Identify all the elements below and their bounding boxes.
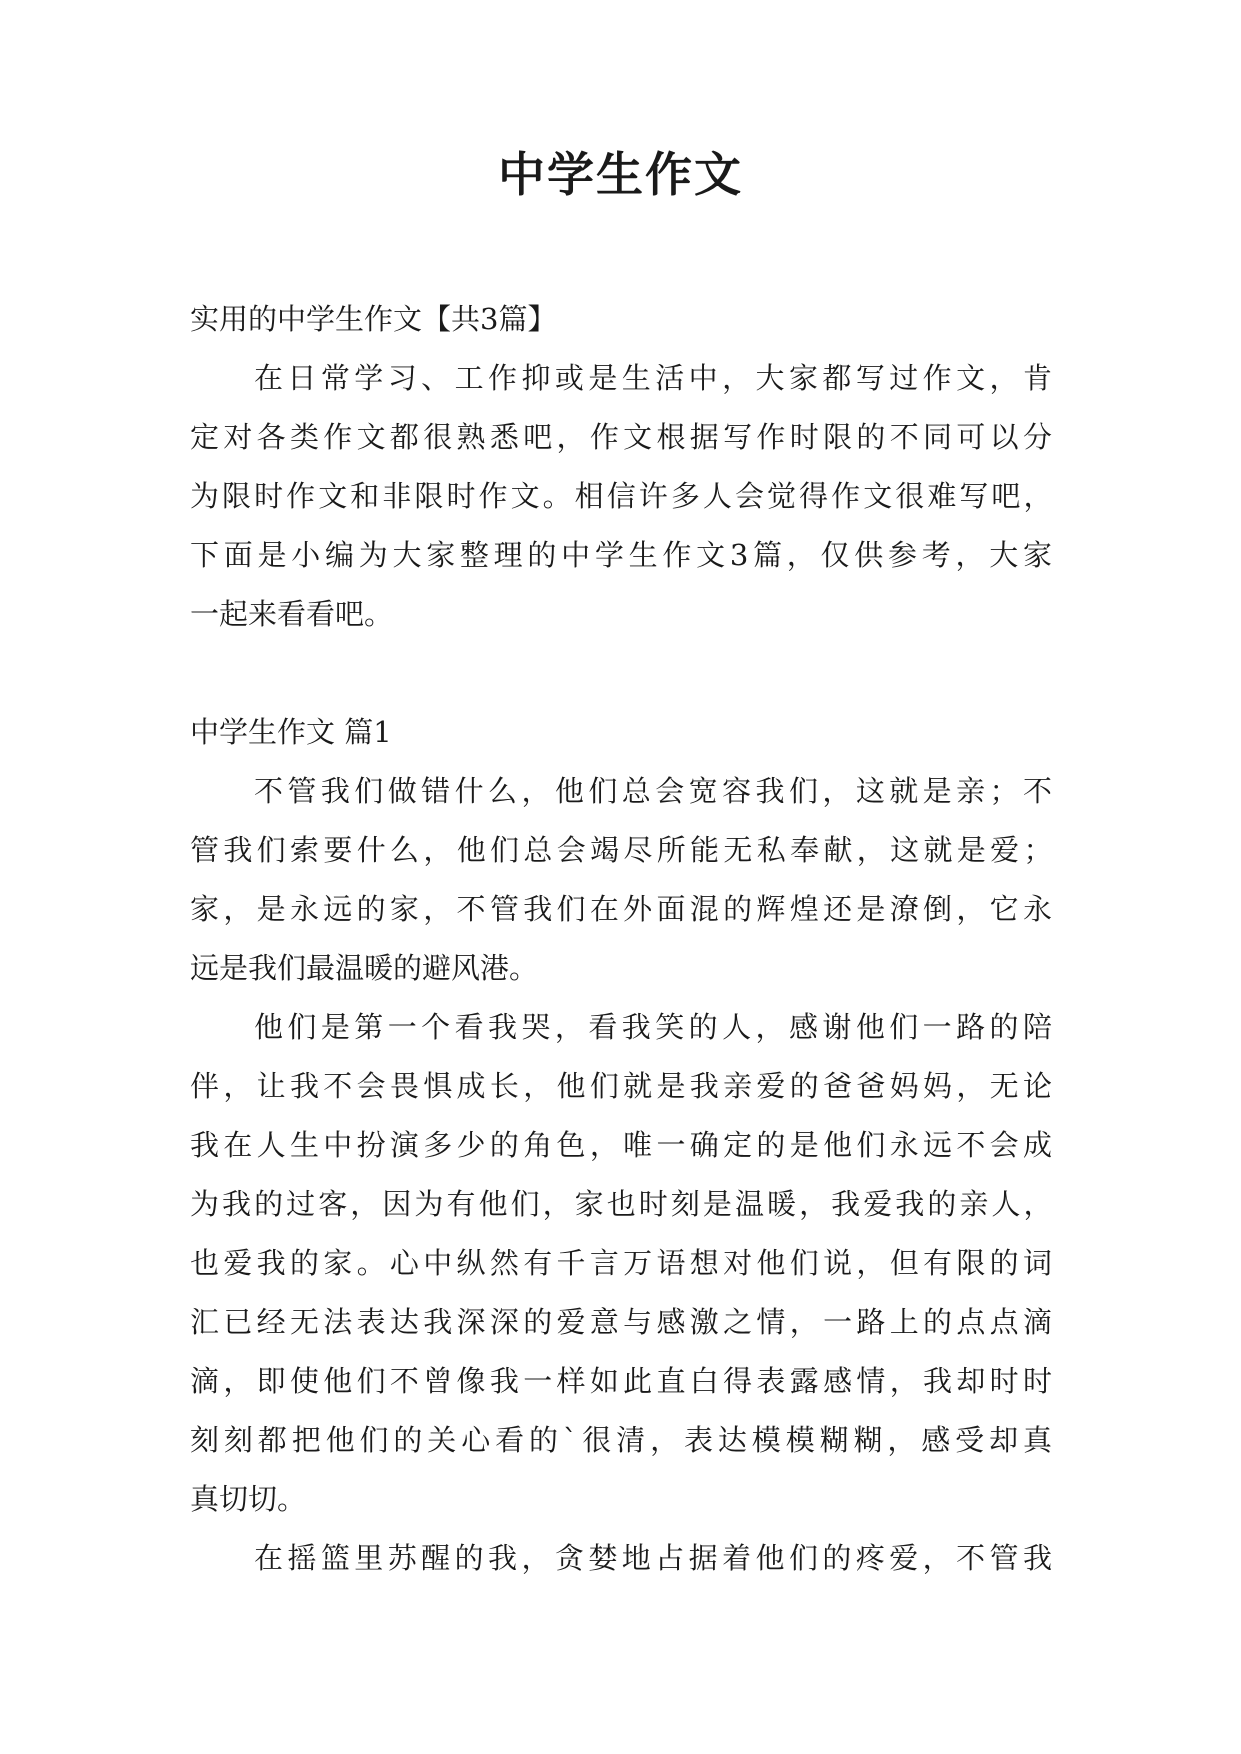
section-spacer — [190, 644, 1052, 703]
paragraph-line: 下面是小编为大家整理的中学生作文3篇，仅供参考，大家 — [190, 538, 1052, 572]
intro-paragraph — [190, 349, 1052, 644]
paragraph-line: 定对各类作文都很熟悉吧，作文根据写作时限的不同可以分 — [190, 420, 1052, 454]
paragraph-2 — [190, 998, 1052, 1529]
paragraph-line: 我在人生中扮演多少的角色，唯一确定的是他们永远不会成 — [190, 1128, 1052, 1162]
document-body — [190, 290, 1052, 1588]
paragraph-line: 也爱我的家。心中纵然有千言万语想对他们说，但有限的词 — [190, 1246, 1052, 1280]
document-title: 中学生作文 — [498, 148, 743, 203]
paragraph-line: 远是我们最温暖的避风港。 — [190, 951, 539, 985]
paragraph-line: 家，是永远的家，不管我们在外面混的辉煌还是潦倒，它永 — [190, 892, 1052, 926]
paragraph-line: 一起来看看吧。 — [190, 597, 394, 631]
paragraph-line: 在日常学习、工作抑或是生活中，大家都写过作文，肯 — [254, 361, 1052, 395]
section-heading: 中学生作文 篇1 — [190, 715, 392, 749]
paragraph-3 — [190, 1529, 1052, 1588]
paragraph-line: 在摇篮里苏醒的我，贪婪地占据着他们的疼爱，不管我 — [254, 1541, 1052, 1575]
paragraph-line: 真切切。 — [190, 1482, 307, 1516]
paragraph-line: 他们是第一个看我哭，看我笑的人，感谢他们一路的陪 — [254, 1010, 1052, 1044]
paragraph-line: 为我的过客，因为有他们，家也时刻是温暖，我爱我的亲人， — [190, 1187, 1052, 1221]
paragraph-line: 汇已经无法表达我深深的爱意与感激之情，一路上的点点滴 — [190, 1305, 1052, 1339]
paragraph-line: 刻刻都把他们的关心看的`很清，表达模模糊糊，感受却真 — [190, 1423, 1052, 1457]
paragraph-line: 不管我们做错什么，他们总会宽容我们，这就是亲；不 — [254, 774, 1052, 808]
paragraph-line: 滴，即使他们不曾像我一样如此直白得表露感情，我却时时 — [190, 1364, 1052, 1398]
paragraph-1 — [190, 762, 1052, 998]
intro-heading: 实用的中学生作文【共3篇】 — [190, 302, 557, 336]
paragraph-line: 管我们索要什么，他们总会竭尽所能无私奉献，这就是爱； — [190, 833, 1052, 867]
paragraph-line: 为限时作文和非限时作文。相信许多人会觉得作文很难写吧， — [190, 479, 1052, 513]
paragraph-line: 伴，让我不会畏惧成长，他们就是我亲爱的爸爸妈妈，无论 — [190, 1069, 1052, 1103]
